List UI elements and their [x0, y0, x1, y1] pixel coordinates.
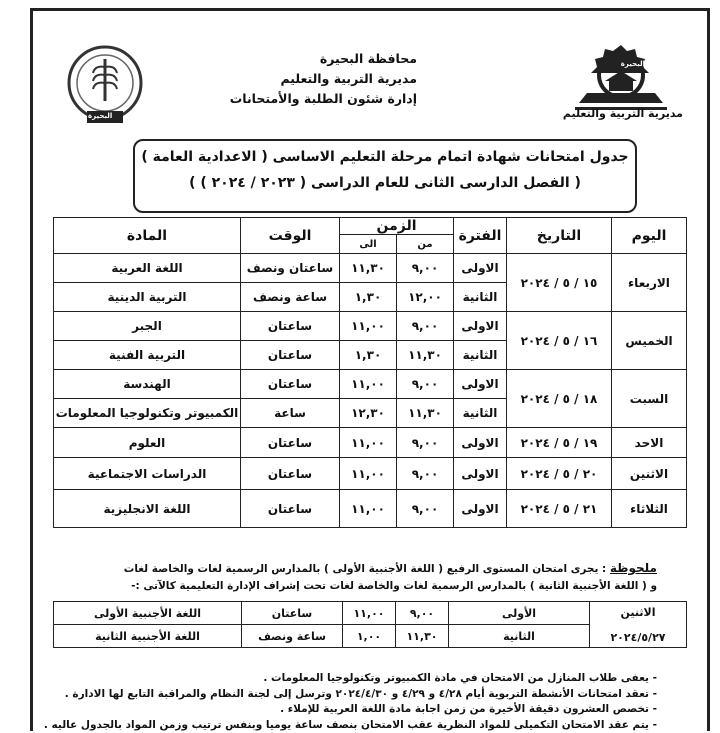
list-item: - تخصص العشرون دقيقة الأخيرة من زمن اجابة مادة اللغة العربية للإملاء . — [44, 702, 657, 718]
extra-subject: اللغة الأجنبية الأولى — [54, 602, 242, 625]
row-period: الاولى — [454, 490, 507, 528]
row-date: ١٨ / ٥ / ٢٠٢٤ — [507, 370, 612, 428]
document-sheet — [30, 8, 710, 731]
extra-duration: ساعة ونصف — [242, 625, 343, 648]
note-label: ملحوظة — [610, 561, 657, 575]
note-text-2: و ( اللغة الأجنبية الثانية ) بالمدارس الرسمية لغات والخاصة لغات تحت إشراف الإدارة التعليمية كالآتى :- — [131, 580, 657, 592]
governorate-emblem-caption: البحيرة — [88, 112, 112, 120]
schedule-subtitle: ( الفصل الدارسى الثانى للعام الدراسى ( ٢٠٢٣ / ٢٠٢٤ ) ) — [135, 175, 635, 191]
row-subject: الدراسات الاجتماعية — [54, 458, 241, 490]
row-duration: ساعتان — [241, 341, 340, 370]
row-period: الاولى — [454, 312, 507, 341]
table-row — [54, 254, 687, 283]
row-day: الاحد — [612, 428, 687, 458]
row-subject: التربية الدينية — [54, 283, 241, 312]
directorate-name: مديرية التربية والتعليم — [230, 69, 417, 89]
header-time-span: الزمن — [340, 218, 454, 235]
issuer-block — [230, 49, 417, 109]
row-subject: العلوم — [54, 428, 241, 458]
list-item: - تعقد امتحانات الأنشطة التربوية أيام ٤/٢٨ و ٤/٢٩ و ٢٠٢٤/٤/٣٠ وترسل إلى لجنة النظام والمراقبة التابع لها الادارة . — [44, 687, 657, 703]
row-date: ١٥ / ٥ / ٢٠٢٤ — [507, 254, 612, 312]
row-from: ٩,٠٠ — [397, 312, 454, 341]
extra-period: الأولى — [449, 602, 590, 625]
row-period: الاولى — [454, 428, 507, 458]
header-to: الى — [340, 235, 397, 254]
row-to: ١,٣٠ — [340, 341, 397, 370]
row-day: الثلاثاء — [612, 490, 687, 528]
extra-date: ٢٠٢٤/٥/٢٧ — [590, 631, 686, 644]
row-date: ٢١ / ٥ / ٢٠٢٤ — [507, 490, 612, 528]
governorate-name: محافظة البحيرة — [230, 49, 417, 69]
schedule-title: جدول امتحانات شهادة اتمام مرحلة التعليم الاساسى ( الاعدادية العامة ) — [135, 149, 635, 165]
row-duration: ساعتان — [241, 490, 340, 528]
row-to: ١١,٠٠ — [340, 490, 397, 528]
schedule-title-box — [133, 139, 637, 213]
row-duration: ساعة — [241, 399, 340, 428]
extra-subject: اللغة الأجنبية الثانية — [54, 625, 242, 648]
row-subject: التربية الفنية — [54, 341, 241, 370]
row-day: الاثنين — [612, 458, 687, 490]
table-row — [54, 458, 687, 490]
row-from: ١٢,٠٠ — [397, 283, 454, 312]
row-from: ٩,٠٠ — [397, 490, 454, 528]
header-date: التاريخ — [507, 218, 612, 254]
row-to: ١١,٣٠ — [340, 254, 397, 283]
row-from: ١١,٣٠ — [397, 399, 454, 428]
extra-period: الثانية — [449, 625, 590, 648]
extra-to: ١١,٠٠ — [343, 602, 396, 625]
row-to: ١٢,٣٠ — [340, 399, 397, 428]
header-subject: المادة — [54, 218, 241, 254]
row-date: ١٩ / ٥ / ٢٠٢٤ — [507, 428, 612, 458]
row-period: الاولى — [454, 458, 507, 490]
row-from: ١١,٣٠ — [397, 341, 454, 370]
extra-to: ١,٠٠ — [343, 625, 396, 648]
note-line-1 — [124, 561, 657, 575]
table-row — [54, 602, 687, 625]
instructions-list — [44, 671, 657, 733]
row-from: ٩,٠٠ — [397, 370, 454, 399]
note-text-1: : يجرى امتحان المستوى الرفيع ( اللغة الأجنبية الأولى ) بالمدارس الرسمية لغات والخاصة لغات — [124, 563, 606, 575]
row-subject: الهندسة — [54, 370, 241, 399]
row-duration: ساعتان — [241, 312, 340, 341]
row-period: الاولى — [454, 254, 507, 283]
row-to: ١,٣٠ — [340, 283, 397, 312]
table-row — [54, 370, 687, 399]
table-row — [54, 312, 687, 341]
directorate-emblem-banner: البحيرة — [621, 60, 645, 68]
header-duration: الوقت — [241, 218, 340, 254]
extra-from: ١١,٣٠ — [396, 625, 449, 648]
row-date: ١٦ / ٥ / ٢٠٢٤ — [507, 312, 612, 370]
row-day: الاربعاء — [612, 254, 687, 312]
department-name: إدارة شئون الطلبة والأمتحانات — [230, 89, 417, 109]
row-duration: ساعتان — [241, 458, 340, 490]
row-day: الخميس — [612, 312, 687, 370]
row-day: السبت — [612, 370, 687, 428]
row-to: ١١,٠٠ — [340, 428, 397, 458]
extra-duration: ساعتان — [242, 602, 343, 625]
extra-from: ٩,٠٠ — [396, 602, 449, 625]
note-line-2 — [131, 580, 657, 592]
extra-day: الاثنين — [590, 606, 686, 619]
row-period: الثانية — [454, 341, 507, 370]
language-exam-table — [53, 601, 687, 648]
row-date: ٢٠ / ٥ / ٢٠٢٤ — [507, 458, 612, 490]
row-period: الثانية — [454, 283, 507, 312]
header-period: الفترة — [454, 218, 507, 254]
row-subject: الكمبيوتر وتكنولوجيا المعلومات — [54, 399, 241, 428]
row-duration: ساعتان — [241, 370, 340, 399]
row-duration: ساعة ونصف — [241, 283, 340, 312]
table-row — [54, 490, 687, 528]
row-period: الثانية — [454, 399, 507, 428]
row-from: ٩,٠٠ — [397, 254, 454, 283]
list-item: - يتم عقد الامتحان التكميلى للمواد النظرية عقب الامتحان بنصف ساعة يوميا وبنفس ترتيب وزمن المواد بالجدول عاليه . — [44, 718, 657, 733]
directorate-emblem-caption: مديرية التربية والتعليم — [563, 107, 683, 120]
row-to: ١١,٠٠ — [340, 312, 397, 341]
document-header — [33, 11, 707, 129]
row-to: ١١,٠٠ — [340, 458, 397, 490]
header-from: من — [397, 235, 454, 254]
row-subject: اللغة الانجليزية — [54, 490, 241, 528]
row-period: الاولى — [454, 370, 507, 399]
exam-schedule-table — [53, 217, 687, 528]
list-item: - يعفى طلاب المنازل من الامتحان في مادة الكمبيوتر وتكنولوجيا المعلومات . — [44, 671, 657, 687]
row-subject: الجبر — [54, 312, 241, 341]
row-duration: ساعتان ونصف — [241, 254, 340, 283]
row-to: ١١,٠٠ — [340, 370, 397, 399]
row-from: ٩,٠٠ — [397, 428, 454, 458]
row-from: ٩,٠٠ — [397, 458, 454, 490]
row-duration: ساعتان — [241, 428, 340, 458]
header-day: اليوم — [612, 218, 687, 254]
row-subject: اللغة العربية — [54, 254, 241, 283]
extra-day-date — [590, 602, 687, 648]
table-row — [54, 428, 687, 458]
